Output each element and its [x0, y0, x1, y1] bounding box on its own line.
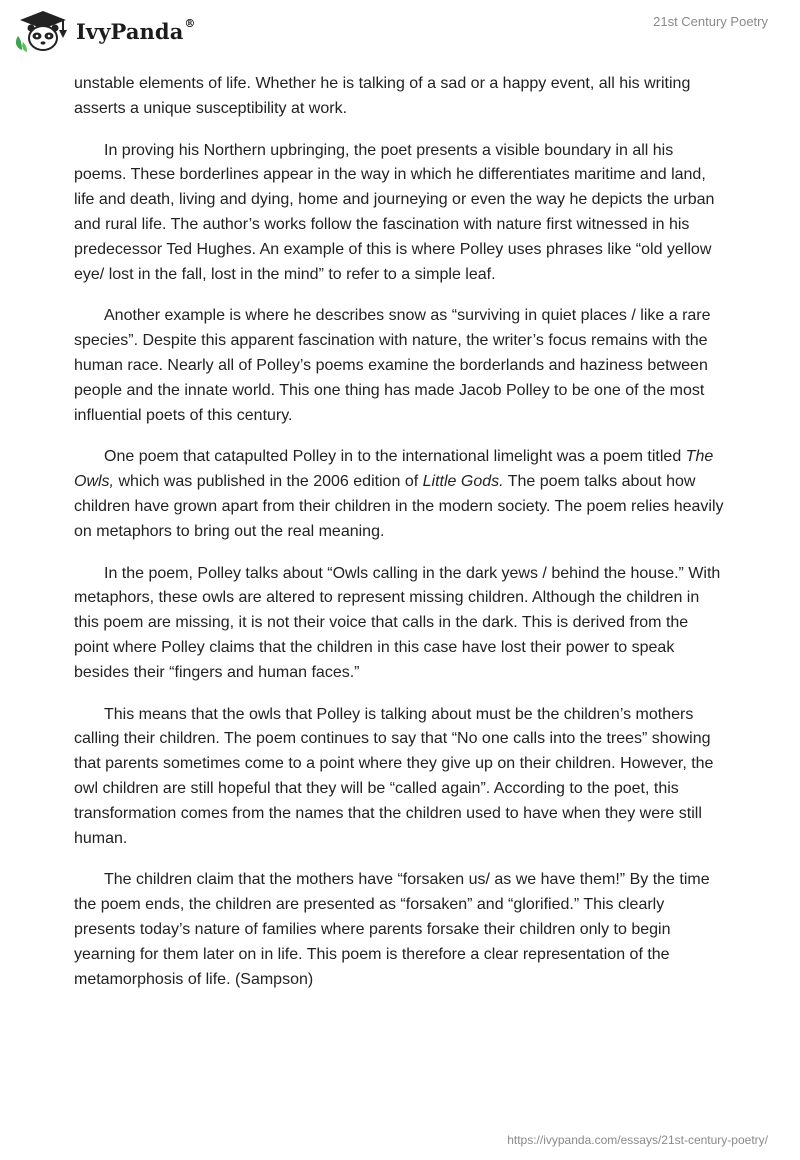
essay-body [74, 72, 726, 1009]
brand-logo[interactable] [14, 8, 196, 54]
source-url-link[interactable]: https://ivypanda.com/essays/21st-century-poetry/ [507, 1133, 768, 1147]
paragraph-4-text-a: One poem that catapulted Polley in to the international limelight was a poem titled [104, 448, 686, 466]
paragraph-4-text-b: which was published in the 2006 edition of [114, 473, 423, 491]
book-title-little-gods: Little Gods. [422, 473, 504, 491]
paragraph-1: unstable elements of life. Whether he is talking of a sad or a happy event, all his writing asserts a unique susceptibility at work. [74, 75, 691, 117]
paragraph-4-text-c: The poem talks about how children have grown apart from their children in the modern society. The poem relies heavily on metaphors to bring out the real meaning. [74, 473, 724, 540]
paragraph-7: The children claim that the mothers have “forsaken us/ as we have them!” By the time the poem ends, the children are presented as “forsaken” and “glorified.” This clearly presents today’s nature of families where parents forsake their children only to begin yearning for them later on in life. This poem is therefore a clear representation of the metamorphosis of life. (Sampson) [74, 871, 710, 988]
page-header [0, 0, 800, 70]
document-running-title: 21st Century Poetry [653, 14, 768, 29]
poem-title-the-owls: The Owls, [74, 448, 714, 491]
paragraph-3: Another example is where he describes snow as “surviving in quiet places / like a rare species”. Despite this apparent fascination with nature, the writer’s focus remains with the human race. Nearly all of Polley’s poems examine the borderlands and haziness between people and the innate world. This one thing has made Jacob Polley to be one of the most influential poets of this century. [74, 307, 711, 424]
panda-mascot-icon [14, 8, 72, 54]
paragraph-5: In the poem, Polley talks about “Owls calling in the dark yews / behind the house.” With metaphors, these owls are altered to represent missing children. Although the children in this poem are missing, it is not their voice that calls in the dark. This is derived from the point where Polley claims that the children in this case have lost their power to speak besides their “fingers and human faces.” [74, 564, 721, 681]
paragraph-6: This means that the owls that Polley is talking about must be the children’s mothers calling their children. The poem continues to say that “No one calls into the trees” showing that parents sometimes come to a point where they give up on their children. However, the owl children are still hopeful that they will be “called again”. According to the poet, this transformation comes from the names that the children used to have when they were still human. [74, 705, 714, 847]
brand-name: IvyPanda® [76, 16, 196, 44]
registered-mark: ® [184, 16, 196, 30]
paragraph-4 [74, 445, 726, 544]
paragraph-2: In proving his Northern upbringing, the poet presents a visible boundary in all his poems. These borderlines appear in the way in which he differentiates maritime and land, life and death, living and dying, home and journeying or even the way he depicts the urban and rural life. The author’s works follow the fascination with nature first witnessed in his predecessor Ted Hughes. An example of this is where Polley uses phrases like “old yellow eye/ lost in the fall, lost in the mind” to refer to a simple leaf. [74, 141, 715, 283]
